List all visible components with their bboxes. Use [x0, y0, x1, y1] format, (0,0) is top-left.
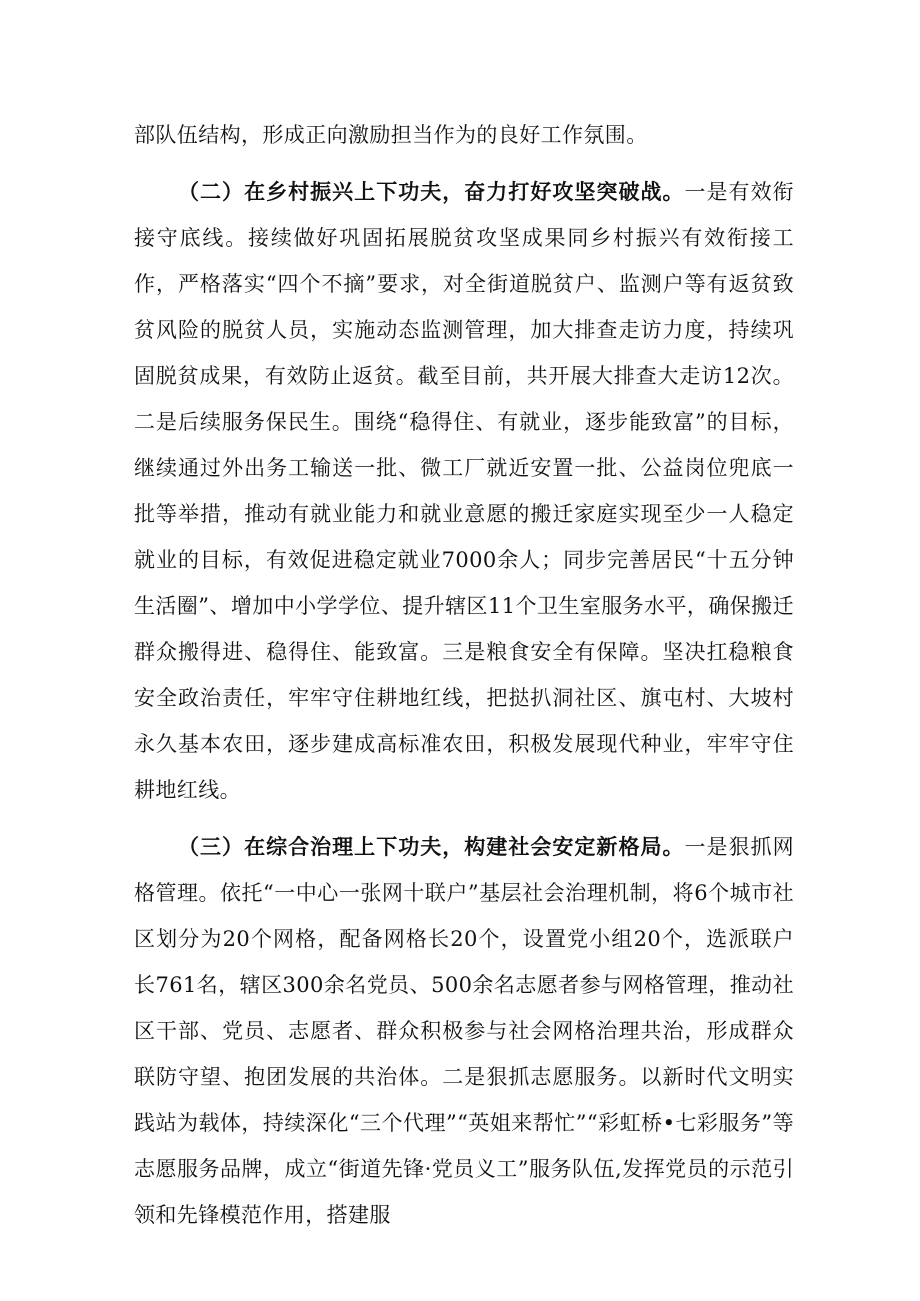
paragraph-2-text: 一是有效衔接守底线。接续做好巩固拓展脱贫攻坚成果同乡村振兴有效衔接工作，严格落实“四个不摘”要求，对全街道脱贫户、监测户等有返贫致贫风险的脱贫人员，实施动态监测管理，加大排查走访力度，持续巩固脱贫成果，有效防止返贫。截至目前，共开展大排查大走访12次。二是后续服务保民生。围绕“稳得住、有就业，逐步能致富”的目标，继续通过外出务工输送一批、微工厂就近安置一批、公益岗位兜底一批等举措，推动有就业能力和就业意愿的搬迁家庭实现至少一人稳定就业的目标，有效促进稳定就业7000余人；同步完善居民“十五分钟生活圈”、增加中小学学位、提升辖区11个卫生室服务水平，确保搬迁群众搬得进、稳得住、能致富。三是粮食安全有保障。坚决扛稳粮食安全政治责任，牢牢守住耕地红线，把挞扒洞社区、旗屯村、大坡村永久基本农田，逐步建成高标准农田，积极发展现代种业，牢牢守住耕地红线。 [134, 180, 795, 802]
paragraph-3-text: 一是狠抓网格管理。依托“一中心一张网十联户”基层社会治理机制，将6个城市社区划分为20个网格，配备网格长20个，设置党小组20个，选派联户长761名，辖区300余名党员、500余名志愿者参与网格管理，推动社区干部、党员、志愿者、群众积极参与社会网格治理共治，形成群众联防守望、抱团发展的共治体。二是狠抓志愿服务。以新时代文明实践站为载体，持续深化“三个代理”“英姐来帮忙”“彩虹桥•七彩服务”等志愿服务品牌，成立“街道先锋·党员义工”服务队伍,发挥党员的示范引领和先锋模范作用，搭建服 [134, 835, 795, 1227]
document-body [134, 112, 794, 1238]
paragraph-3 [134, 824, 794, 1238]
paragraph-1-text: 部队伍结构，形成正向激励担当作为的良好工作氛围。 [134, 123, 648, 147]
section-2-heading: （二）在乡村振兴上下功夫，奋力打好攻坚突破战。 [178, 179, 685, 204]
paragraph-1 [134, 112, 794, 158]
paragraph-2 [134, 169, 794, 813]
section-3-heading: （三）在综合治理上下功夫，构建社会安定新格局。 [178, 834, 685, 859]
